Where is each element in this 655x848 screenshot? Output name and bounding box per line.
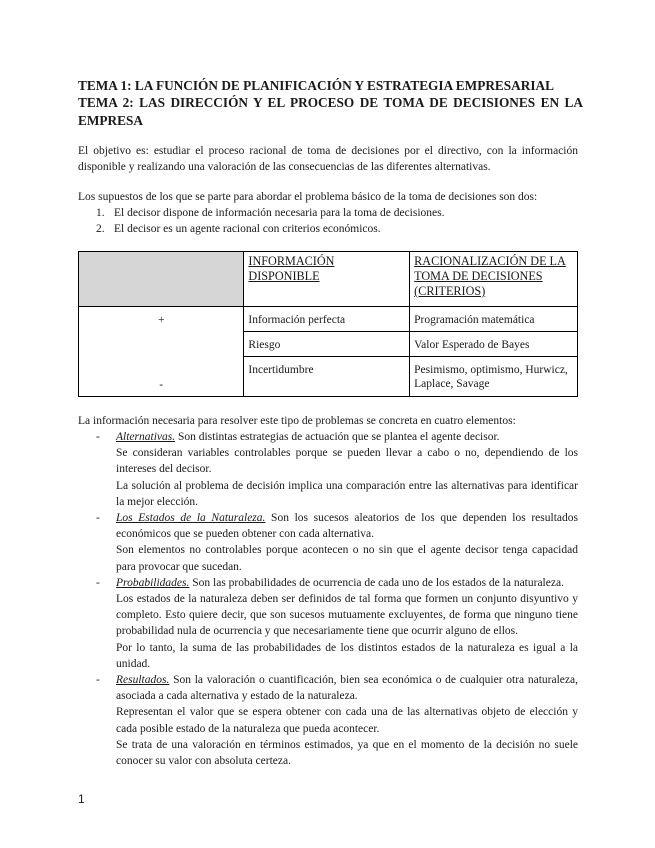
criteria-table [78, 251, 578, 397]
assumption-text: El decisor es un agente racional con criterios económicos. [114, 223, 381, 235]
list-item-probabilidades: - Probabilidades. Son las probabilidades de ocurrencia de cada uno de los estados de la naturaleza. Los estados de la naturaleza deben ser definidos de tal forma que formen un conjunto disyuntivo y completo. Esto quiere decir, que son sucesos mutuamente excluyentes, de forma que ninguno tiene probabilidad nula de ocurrencia y que necesariamente tiene que ocurrir alguno de ellos. Por lo tanto, la suma de las probabilidades de los distintos estados de la naturaleza es igual a la unidad. [96, 576, 578, 670]
list-item-estados: - Los Estados de la Naturaleza. Son los sucesos aleatorios de los que dependen los resultados económicos que se pueden obtener con cada alternativa. Son elementos no controlables porque acontecen o no sin que el agente decisor tenga capacidad para provocar que sucedan. [96, 512, 578, 573]
title-tema-1: TEMA 1: LA FUNCIÓN DE PLANIFICACIÓN Y ESTRATEGIA EMPRESARIAL [78, 78, 555, 93]
assumptions-intro: Los supuestos de los que se parte para abordar el problema básico de la toma de decisiones son dos: [78, 191, 538, 203]
table-cell-info: Riesgo [244, 332, 410, 357]
assumption-item [96, 221, 381, 237]
elements-list [78, 429, 578, 769]
title-tema-2: TEMA 2: LAS DIRECCIÓN Y EL PROCESO DE TOMA DE DECISIONES EN LA EMPRESA [78, 95, 583, 128]
list-item-resultados: - Resultados. Son la valoración o cuantificación, bien sea económica o de cualquier otra naturaleza, asociada a cada alternativa y estado de la naturaleza. Representan el valor que se espera obtener con cada una de las alternativas objeto de elección y cada posible estado de la naturaleza que pueda acontecer. Se trata de una valoración en términos estimados, ya que en el momento de la decisión no suele conocer su valor con absoluta certeza. [96, 674, 578, 768]
table-cell-info: Incertidumbre [244, 357, 410, 397]
table-cell-criteria: Valor Esperado de Bayes [410, 332, 578, 357]
term-label: Probabilidades. [116, 576, 190, 589]
term-label: Alternativas. [116, 431, 176, 443]
minus-sign: - [159, 379, 164, 391]
elements-intro: La información necesaria para resolver este tipo de problemas se concreta en cuatro elementos: [78, 415, 516, 427]
objective-paragraph: El objetivo es: estudiar el proceso racional de toma de decisiones por el directivo, con la información disponible y realizando una valoración de las consecuencias de las diferentes alternativas. [78, 145, 578, 173]
list-item-alternativas: - Alternativas. Son distintas estrategias de actuación que se plantea el agente decisor. Se consideran variables controlables porque se pueden llevar a cabo o no, dependiendo de los intereses del decisor. La solución al problema de decisión implica una comparación entre las alternativas para identificar la mejor elección. [96, 431, 578, 508]
assumption-number: 1. [96, 207, 105, 219]
table-header-info: INFORMACIÓN DISPONIBLE [244, 252, 410, 307]
table-header-criteria: RACIONALIZACIÓN DE LA TOMA DE DECISIONES (CRITERIOS) [410, 252, 578, 307]
assumption-number: 2. [96, 223, 105, 235]
table-cell-info: Información perfecta [244, 307, 410, 332]
table-cell-criteria: Pesimismo, optimismo, Hurwicz, Laplace, Savage [410, 357, 578, 397]
assumption-text: El decisor dispone de información necesaria para la toma de decisiones. [114, 207, 445, 219]
table-scale-cell [79, 307, 244, 397]
table-cell-criteria: Programación matemática [410, 307, 578, 332]
plus-sign: + [157, 314, 165, 326]
term-label: Resultados. [116, 674, 170, 687]
term-label: Los Estados de la Naturaleza. [116, 512, 266, 525]
assumption-item [96, 205, 445, 221]
page-number: 1 [78, 792, 85, 806]
table-corner-cell [79, 252, 244, 307]
